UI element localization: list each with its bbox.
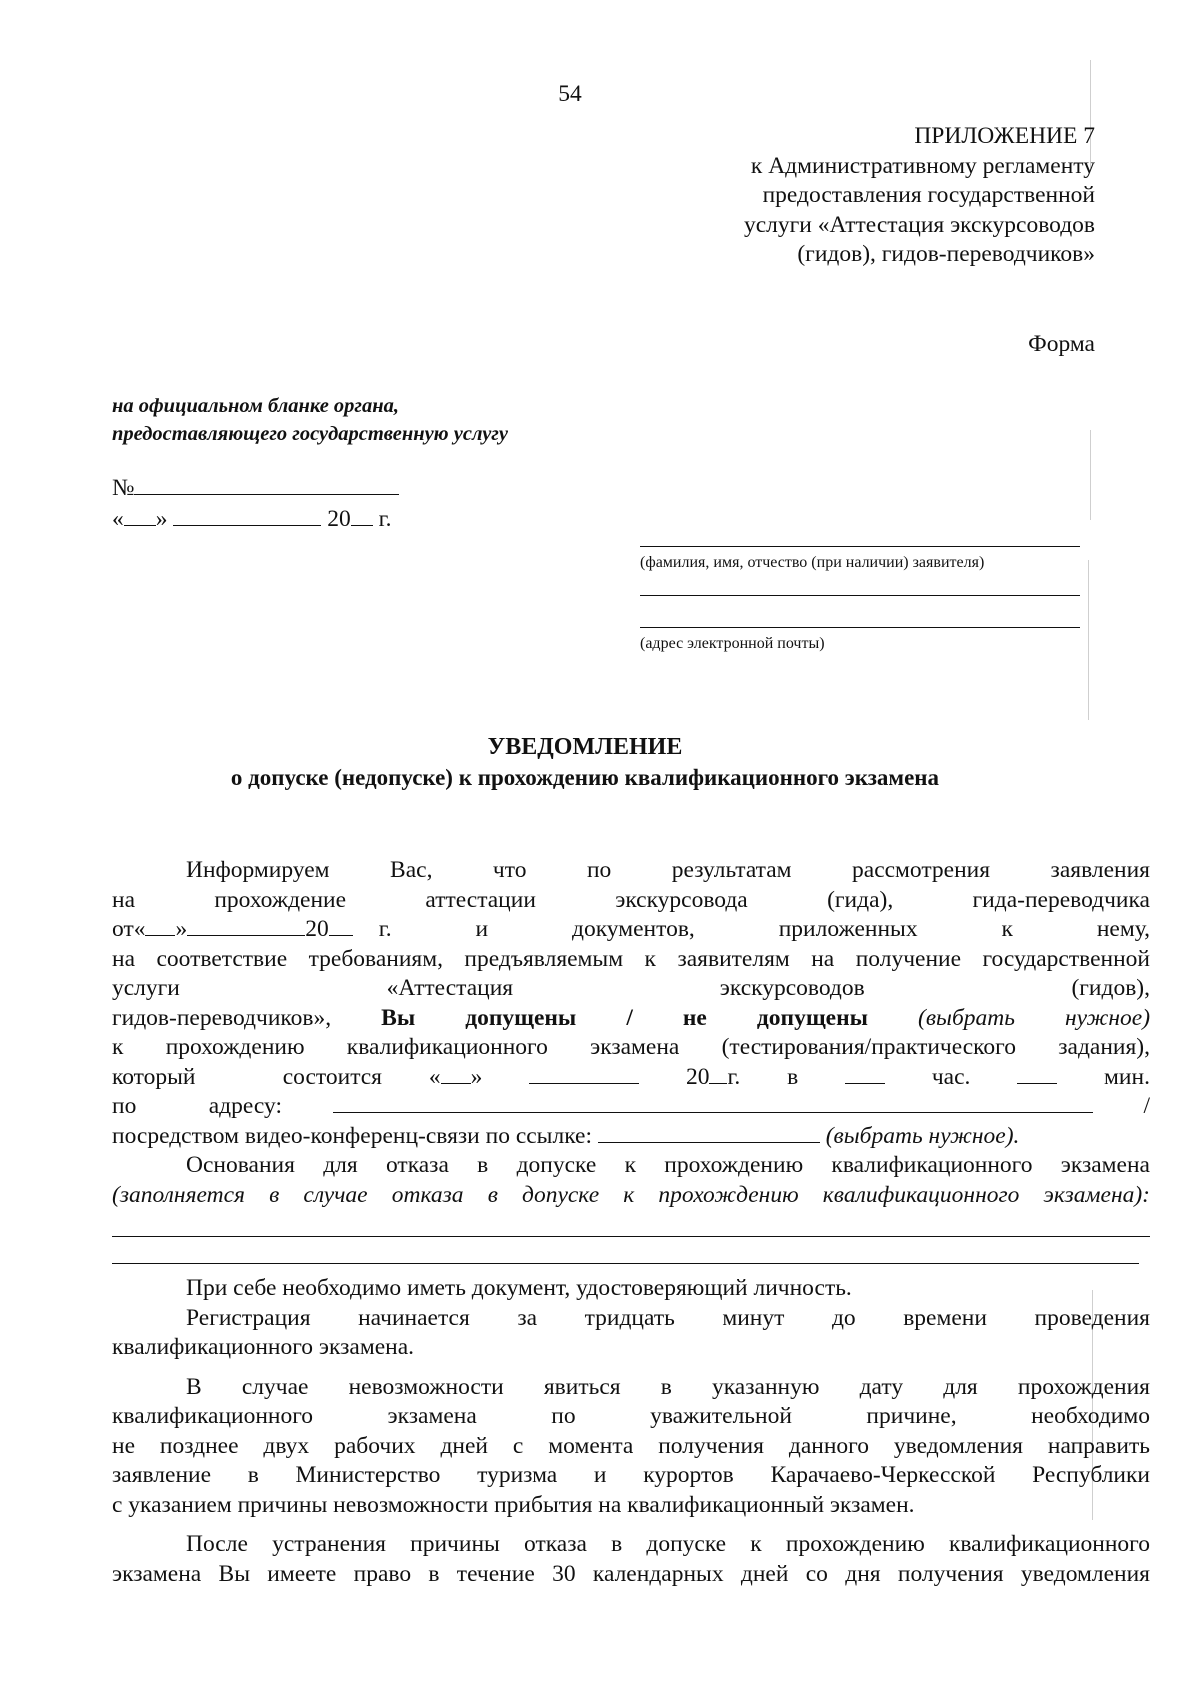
refusal-reason-field[interactable] xyxy=(112,1210,1150,1237)
body-line: В случае невозможности явиться в указанную дату для прохождения xyxy=(186,1373,1150,1400)
official-blank-note xyxy=(112,392,508,448)
body-text: по адресу: xyxy=(112,1093,282,1119)
body-line: После устранения причины отказа в допуске к прохождению квалификационного xyxy=(186,1531,1150,1557)
scan-artifact xyxy=(1090,430,1091,520)
body-line-italic: (заполняется в случае отказа в допуске к прохождению квалификационного экзамена): xyxy=(112,1181,1150,1208)
admission-choice: Вы допущены / не допущены xyxy=(381,1004,868,1031)
separator-slash: / xyxy=(1143,1093,1150,1119)
year-suffix: г. xyxy=(378,505,392,532)
body-line: на соответствие требованиям, предъявляемым к заявителям на получение государственной xyxy=(112,945,1150,972)
from-word: от xyxy=(112,916,134,942)
number-label: № xyxy=(112,475,135,501)
page-number: 54 xyxy=(558,81,582,107)
email-field[interactable] xyxy=(640,626,1080,628)
exam-month-field[interactable] xyxy=(529,1063,639,1084)
appendix-line: услуги «Аттестация экскурсоводов xyxy=(743,211,1095,238)
appendix-title: ПРИЛОЖЕНИЕ 7 xyxy=(914,123,1095,149)
body-line-address xyxy=(112,1092,1150,1122)
body-line: Регистрация начинается за тридцать минут до времени проведения xyxy=(186,1304,1150,1331)
body-line: При себе необходимо иметь документ, удостоверяющий личность. xyxy=(186,1275,852,1301)
body-text: посредством видео-конференц-связи по ссылке: xyxy=(112,1122,592,1149)
app-month-field[interactable] xyxy=(187,915,305,936)
hour-label: час. xyxy=(931,1063,971,1090)
body-text: г. и документов, приложенных к нему, xyxy=(378,916,1150,942)
exam-hour-field[interactable] xyxy=(845,1063,885,1084)
body-line: к прохождению квалификационного экзамена (тестирования/практического задания), xyxy=(112,1034,1150,1060)
body-line-admission xyxy=(112,1004,1150,1034)
body-line-date xyxy=(112,915,1150,945)
body-line-video xyxy=(112,1122,1150,1152)
year-prefix: 20 xyxy=(685,1063,710,1090)
body-line: заявление в Министерство туризма и курортов Карачаево-Черкесской Республики xyxy=(112,1462,1150,1488)
number-field[interactable] xyxy=(134,473,399,495)
appendix-line: предоставления государственной xyxy=(762,182,1095,208)
body-text: гидов-переводчиков», xyxy=(112,1004,332,1031)
name-field[interactable] xyxy=(640,545,1080,547)
body-line-exam-date xyxy=(112,1063,1150,1093)
official-blank-line: на официальном бланке органа, xyxy=(112,395,399,417)
name-field-2[interactable] xyxy=(640,594,1080,596)
refusal-reason-field-2[interactable] xyxy=(112,1237,1139,1264)
body-line: Основания для отказа в допуске к прохождению квалификационного экзамена xyxy=(186,1152,1150,1178)
body-line: квалификационного экзамена. xyxy=(112,1334,415,1360)
official-blank-line: предоставляющего государственную услугу xyxy=(112,423,508,445)
appendix-line: к Административному регламенту xyxy=(750,152,1095,179)
exam-year-field[interactable] xyxy=(709,1063,727,1084)
date-quote-open: « xyxy=(112,505,124,532)
body-line: экзамена Вы имеете право в течение 30 календарных дней со дня получения уведомления xyxy=(112,1560,1150,1587)
notice-title xyxy=(0,732,1185,794)
body-line: с указанием причины невозможности прибытия на квалификационный экзамен. xyxy=(112,1491,915,1518)
exam-address-field[interactable] xyxy=(333,1092,1093,1113)
choose-note: (выбрать нужное) xyxy=(918,1004,1151,1031)
body-line: квалификационного экзамена по уважительной причине, необходимо xyxy=(112,1403,1150,1429)
quote-close: » xyxy=(175,916,188,942)
quote-open: « xyxy=(428,1063,441,1090)
scan-artifact xyxy=(1088,560,1089,720)
minute-label: мин. xyxy=(1104,1063,1150,1090)
form-label: Форма xyxy=(1028,331,1095,357)
year-prefix: 20 xyxy=(327,505,351,532)
recipient-block xyxy=(640,545,1080,654)
body-text: который состоится xyxy=(112,1063,382,1090)
body-line: Информируем Вас, что по результатам рассмотрения заявления xyxy=(186,857,1150,883)
app-day-field[interactable] xyxy=(145,915,175,936)
month-field[interactable] xyxy=(173,504,321,526)
day-field[interactable] xyxy=(124,504,156,526)
registration-block xyxy=(112,473,399,534)
at-word: в xyxy=(787,1063,799,1090)
exam-minute-field[interactable] xyxy=(1017,1063,1057,1084)
year-field[interactable] xyxy=(351,504,373,526)
app-year-field[interactable] xyxy=(329,915,353,936)
appendix-line: (гидов), гидов-переводчиков» xyxy=(797,241,1095,267)
notice-heading: УВЕДОМЛЕНИЕ xyxy=(487,734,683,760)
quote-close: » xyxy=(470,1063,483,1090)
body-line: на прохождение аттестации экскурсовода (гида), гида-переводчика xyxy=(112,886,1150,913)
body-line: услуги «Аттестация экскурсоводов (гидов), xyxy=(112,975,1150,1001)
year-suffix: г. xyxy=(727,1063,741,1090)
email-caption: (адрес электронной почты) xyxy=(640,635,825,652)
year-prefix: 20 xyxy=(305,916,329,942)
date-quote-close: » xyxy=(155,505,168,532)
video-link-field[interactable] xyxy=(598,1122,820,1143)
notice-body xyxy=(112,856,1150,1589)
notice-subheading: о допуске (недопуске) к прохождению квалификационного экзамена xyxy=(230,765,940,790)
quote-open: « xyxy=(133,916,146,942)
exam-day-field[interactable] xyxy=(441,1063,471,1084)
appendix-header xyxy=(575,122,1095,270)
name-caption: (фамилия, имя, отчество (при наличии) заявителя) xyxy=(640,554,985,571)
body-line: не позднее двух рабочих дней с момента получения данного уведомления направить xyxy=(112,1432,1150,1459)
choose-note: (выбрать нужное). xyxy=(825,1122,1020,1149)
